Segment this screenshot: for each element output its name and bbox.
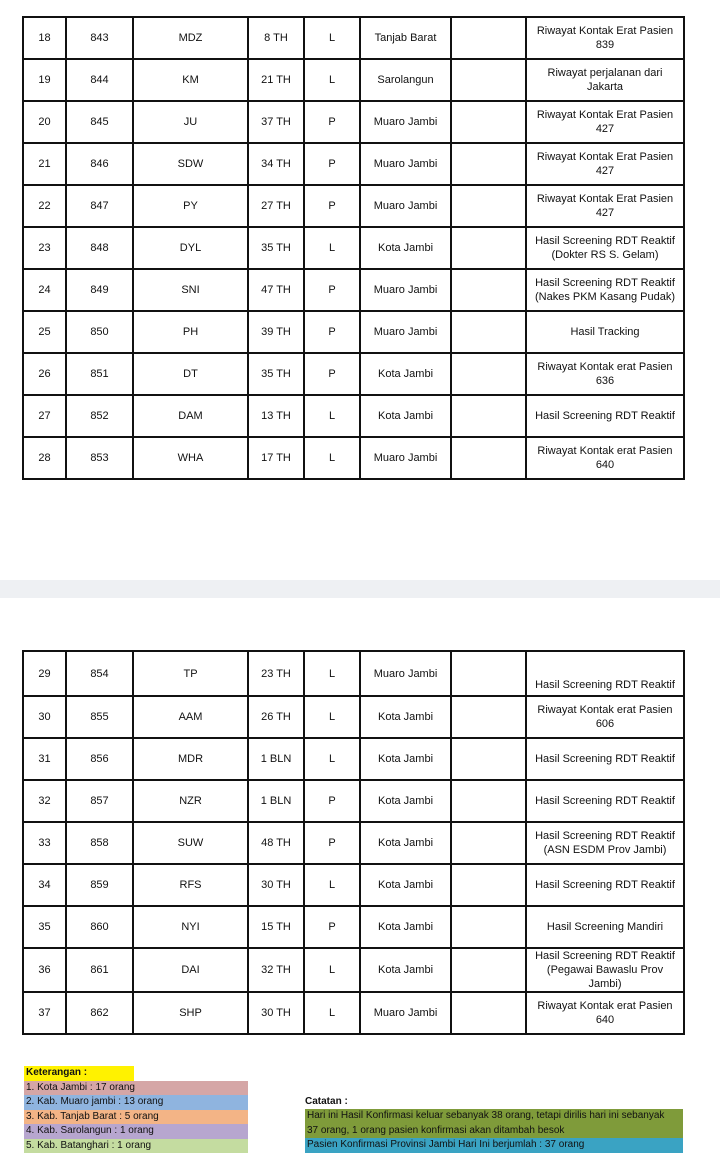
note-cell: Hasil Screening RDT Reaktif [526, 738, 684, 780]
sex-cell: L [304, 992, 360, 1034]
region-cell: Kota Jambi [360, 948, 451, 992]
table-row [23, 269, 684, 311]
initials-cell: JU [133, 101, 248, 143]
initials-cell: SHP [133, 992, 248, 1034]
region-cell: Muaro Jambi [360, 101, 451, 143]
blank-cell [451, 143, 526, 185]
row-number-cell: 32 [23, 780, 66, 822]
blank-cell [451, 780, 526, 822]
initials-cell: KM [133, 59, 248, 101]
blank-cell [451, 101, 526, 143]
table-row [23, 311, 684, 353]
case-number-cell: 847 [66, 185, 133, 227]
sex-cell: P [304, 185, 360, 227]
initials-cell: AAM [133, 696, 248, 738]
initials-cell: TP [133, 651, 248, 696]
case-number-cell: 855 [66, 696, 133, 738]
sex-cell: P [304, 143, 360, 185]
note-cell: Hasil Tracking [526, 311, 684, 353]
table-row [23, 101, 684, 143]
note-cell: Hasil Screening RDT Reaktif (Dokter RS S. Gelam) [526, 227, 684, 269]
row-number-cell: 29 [23, 651, 66, 696]
region-cell: Kota Jambi [360, 696, 451, 738]
age-cell: 23 TH [248, 651, 304, 696]
row-number-cell: 27 [23, 395, 66, 437]
blank-cell [451, 738, 526, 780]
age-cell: 30 TH [248, 992, 304, 1034]
initials-cell: SUW [133, 822, 248, 864]
row-number-cell: 36 [23, 948, 66, 992]
region-cell: Muaro Jambi [360, 143, 451, 185]
table-row [23, 395, 684, 437]
note-cell: Riwayat Kontak Erat Pasien 427 [526, 185, 684, 227]
document-page-2 [0, 598, 720, 1172]
case-number-cell: 861 [66, 948, 133, 992]
sex-cell: P [304, 101, 360, 143]
table-row [23, 17, 684, 59]
document-page-1 [0, 0, 720, 580]
initials-cell: RFS [133, 864, 248, 906]
age-cell: 27 TH [248, 185, 304, 227]
region-cell: Muaro Jambi [360, 437, 451, 479]
row-number-cell: 30 [23, 696, 66, 738]
legend-title: Keterangan : [24, 1066, 134, 1081]
region-cell: Kota Jambi [360, 738, 451, 780]
sex-cell: P [304, 311, 360, 353]
row-number-cell: 25 [23, 311, 66, 353]
table-row [23, 948, 684, 992]
row-number-cell: 26 [23, 353, 66, 395]
blank-cell [451, 864, 526, 906]
notes-line: Pasien Konfirmasi Provinsi Jambi Hari Ini berjumlah : 37 orang [305, 1138, 683, 1153]
row-number-cell: 28 [23, 437, 66, 479]
row-number-cell: 23 [23, 227, 66, 269]
table-row [23, 696, 684, 738]
blank-cell [451, 185, 526, 227]
region-cell: Sarolangun [360, 59, 451, 101]
age-cell: 17 TH [248, 437, 304, 479]
table-row [23, 437, 684, 479]
region-cell: Muaro Jambi [360, 185, 451, 227]
case-number-cell: 850 [66, 311, 133, 353]
initials-cell: WHA [133, 437, 248, 479]
age-cell: 34 TH [248, 143, 304, 185]
sex-cell: L [304, 437, 360, 479]
row-number-cell: 22 [23, 185, 66, 227]
legend-item: 1. Kota Jambi : 17 orang [24, 1081, 248, 1096]
legend [24, 1066, 248, 1153]
table-row [23, 185, 684, 227]
age-cell: 37 TH [248, 101, 304, 143]
sex-cell: L [304, 864, 360, 906]
legend-item: 2. Kab. Muaro jambi : 13 orang [24, 1095, 248, 1110]
note-cell: Riwayat Kontak Erat Pasien 427 [526, 101, 684, 143]
note-cell: Riwayat Kontak erat Pasien 640 [526, 992, 684, 1034]
note-cell: Riwayat Kontak Erat Pasien 839 [526, 17, 684, 59]
table-row [23, 738, 684, 780]
initials-cell: DYL [133, 227, 248, 269]
blank-cell [451, 696, 526, 738]
age-cell: 47 TH [248, 269, 304, 311]
region-cell: Muaro Jambi [360, 651, 451, 696]
note-cell: Hasil Screening RDT Reaktif [526, 780, 684, 822]
note-cell: Hasil Screening RDT Reaktif [526, 651, 684, 696]
case-number-cell: 857 [66, 780, 133, 822]
case-number-cell: 849 [66, 269, 133, 311]
age-cell: 30 TH [248, 864, 304, 906]
age-cell: 1 BLN [248, 780, 304, 822]
case-number-cell: 859 [66, 864, 133, 906]
sex-cell: L [304, 17, 360, 59]
case-number-cell: 852 [66, 395, 133, 437]
legend-item: 3. Kab. Tanjab Barat : 5 orang [24, 1110, 248, 1125]
blank-cell [451, 311, 526, 353]
initials-cell: DT [133, 353, 248, 395]
sex-cell: L [304, 59, 360, 101]
initials-cell: MDZ [133, 17, 248, 59]
region-cell: Tanjab Barat [360, 17, 451, 59]
region-cell: Muaro Jambi [360, 269, 451, 311]
blank-cell [451, 437, 526, 479]
table-row [23, 864, 684, 906]
age-cell: 32 TH [248, 948, 304, 992]
table-row [23, 143, 684, 185]
table-row [23, 59, 684, 101]
note-cell: Hasil Screening Mandiri [526, 906, 684, 948]
case-number-cell: 846 [66, 143, 133, 185]
case-number-cell: 843 [66, 17, 133, 59]
table-row [23, 780, 684, 822]
legend-item: 5. Kab. Batanghari : 1 orang [24, 1139, 248, 1154]
legend-item: 4. Kab. Sarolangun : 1 orang [24, 1124, 248, 1139]
age-cell: 35 TH [248, 353, 304, 395]
blank-cell [451, 395, 526, 437]
row-number-cell: 19 [23, 59, 66, 101]
case-number-cell: 845 [66, 101, 133, 143]
row-number-cell: 21 [23, 143, 66, 185]
region-cell: Muaro Jambi [360, 311, 451, 353]
blank-cell [451, 906, 526, 948]
sex-cell: P [304, 822, 360, 864]
age-cell: 26 TH [248, 696, 304, 738]
age-cell: 21 TH [248, 59, 304, 101]
blank-cell [451, 948, 526, 992]
sex-cell: P [304, 780, 360, 822]
initials-cell: PH [133, 311, 248, 353]
region-cell: Muaro Jambi [360, 992, 451, 1034]
note-cell: Hasil Screening RDT Reaktif [526, 864, 684, 906]
initials-cell: NZR [133, 780, 248, 822]
case-number-cell: 856 [66, 738, 133, 780]
table-row [23, 992, 684, 1034]
page-separator [0, 580, 720, 598]
row-number-cell: 31 [23, 738, 66, 780]
patient-table-page-1 [22, 16, 685, 480]
initials-cell: DAM [133, 395, 248, 437]
case-number-cell: 844 [66, 59, 133, 101]
case-number-cell: 862 [66, 992, 133, 1034]
age-cell: 8 TH [248, 17, 304, 59]
note-cell: Riwayat Kontak Erat Pasien 427 [526, 143, 684, 185]
note-cell: Hasil Screening RDT Reaktif (ASN ESDM Prov Jambi) [526, 822, 684, 864]
table-row [23, 906, 684, 948]
note-cell: Hasil Screening RDT Reaktif (Nakes PKM Kasang Pudak) [526, 269, 684, 311]
age-cell: 35 TH [248, 227, 304, 269]
row-number-cell: 33 [23, 822, 66, 864]
blank-cell [451, 227, 526, 269]
row-number-cell: 24 [23, 269, 66, 311]
region-cell: Kota Jambi [360, 864, 451, 906]
blank-cell [451, 59, 526, 101]
row-number-cell: 20 [23, 101, 66, 143]
sex-cell: L [304, 227, 360, 269]
blank-cell [451, 269, 526, 311]
note-cell: Riwayat Kontak erat Pasien 640 [526, 437, 684, 479]
sex-cell: L [304, 696, 360, 738]
row-number-cell: 37 [23, 992, 66, 1034]
initials-cell: PY [133, 185, 248, 227]
blank-cell [451, 822, 526, 864]
initials-cell: DAI [133, 948, 248, 992]
age-cell: 15 TH [248, 906, 304, 948]
blank-cell [451, 651, 526, 696]
age-cell: 1 BLN [248, 738, 304, 780]
case-number-cell: 848 [66, 227, 133, 269]
region-cell: Kota Jambi [360, 780, 451, 822]
age-cell: 48 TH [248, 822, 304, 864]
age-cell: 13 TH [248, 395, 304, 437]
sex-cell: L [304, 738, 360, 780]
sex-cell: P [304, 269, 360, 311]
case-number-cell: 860 [66, 906, 133, 948]
initials-cell: NYI [133, 906, 248, 948]
row-number-cell: 18 [23, 17, 66, 59]
region-cell: Kota Jambi [360, 822, 451, 864]
notes-line: 37 orang, 1 orang pasien konfirmasi akan ditambah besok [305, 1124, 683, 1139]
row-number-cell: 35 [23, 906, 66, 948]
sex-cell: P [304, 906, 360, 948]
note-cell: Riwayat Kontak erat Pasien 636 [526, 353, 684, 395]
note-cell: Riwayat Kontak erat Pasien 606 [526, 696, 684, 738]
table-row [23, 822, 684, 864]
sex-cell: P [304, 353, 360, 395]
region-cell: Kota Jambi [360, 395, 451, 437]
note-cell: Riwayat perjalanan dari Jakarta [526, 59, 684, 101]
region-cell: Kota Jambi [360, 353, 451, 395]
age-cell: 39 TH [248, 311, 304, 353]
sex-cell: L [304, 948, 360, 992]
table-row [23, 651, 684, 696]
blank-cell [451, 992, 526, 1034]
notes [305, 1095, 683, 1153]
sex-cell: L [304, 395, 360, 437]
sex-cell: L [304, 651, 360, 696]
note-cell: Hasil Screening RDT Reaktif (Pegawai Bawaslu Prov Jambi) [526, 948, 684, 992]
initials-cell: MDR [133, 738, 248, 780]
blank-cell [451, 17, 526, 59]
row-number-cell: 34 [23, 864, 66, 906]
notes-line: Hari ini Hasil Konfirmasi keluar sebanyak 38 orang, tetapi dirilis hari ini sebanyak [305, 1109, 683, 1124]
table-row [23, 353, 684, 395]
note-cell: Hasil Screening RDT Reaktif [526, 395, 684, 437]
notes-title: Catatan : [305, 1096, 348, 1107]
region-cell: Kota Jambi [360, 227, 451, 269]
case-number-cell: 854 [66, 651, 133, 696]
initials-cell: SDW [133, 143, 248, 185]
case-number-cell: 858 [66, 822, 133, 864]
blank-cell [451, 353, 526, 395]
case-number-cell: 853 [66, 437, 133, 479]
initials-cell: SNI [133, 269, 248, 311]
case-number-cell: 851 [66, 353, 133, 395]
table-row [23, 227, 684, 269]
patient-table-page-2 [22, 650, 685, 1035]
region-cell: Kota Jambi [360, 906, 451, 948]
